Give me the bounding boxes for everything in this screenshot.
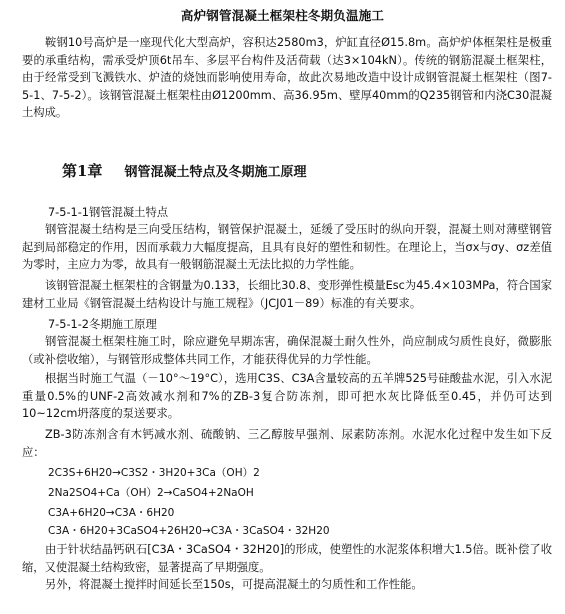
- chapter-heading: [62, 160, 306, 181]
- section2-paragraph-3: ZB-3防冻剂含有木钙减水剂、硫酸钠、三乙醇胺早强剂、尿素防冻剂。水泥水化过程中发生如下反应：: [22, 428, 552, 459]
- chapter-title: 钢管混凝土特点及冬期施工原理: [124, 165, 307, 180]
- equation-3: C3A+6H20→C3A・6H20: [48, 507, 175, 519]
- document-title: 高炉钢管混凝土框架柱冬期负温施工: [180, 8, 385, 23]
- equation-4: C3A・6H20+3CaSO4+26H20→C3A・3CaSO4・32H20: [48, 525, 330, 537]
- section1-paragraph-2: 该钢管混凝土框架柱的含钢量为0.133，长细比30.8、变形弹性模量Esc为45.4×103MPa，符合国家建材工业局《钢管混凝土结构设计与施工规程》（JCJ01－89）标准的有关要求。: [22, 279, 552, 310]
- section2-paragraph-1: 钢管混凝土框架柱施工时，除应避免早期冻害，确保混凝土耐久性外，尚应制成匀质性良好，微膨胀（或补偿收缩），与钢管形成整体共同工作，才能获得优异的力学性能。: [22, 335, 552, 366]
- intro-paragraph: 鞍钢10号高炉是一座现代化大型高炉，容积达2580m3，炉缸直径Ø15.8m。高炉炉体框架柱是极重要的承重结构，需承受炉顶6t吊车、多层平台构件及活荷载（达3×104kN）。传统的钢筋混凝土框架柱，由于经常受到飞溅铁水、炉渣的烧蚀而影响使用寿命，故此次易地改造中设计成钢管混凝土框架柱（图7-5-1、7-5-2）。该钢管混凝土框架柱由Ø1200mm、高36.95m、壁厚40mm的Q235钢管和内浇C30混凝土构成。: [22, 36, 552, 120]
- section2-paragraph-4: 由于针状结晶钙矾石[C3A・3CaSO4・32H20]的形成，使塑性的水泥浆体积增大1.5倍。既补偿了收缩，又使混凝土结构致密，显著提高了早期强度。: [22, 543, 552, 574]
- section2-paragraph-5: 另外，将混凝土搅拌时间延长至150s，可提高混凝土的匀质性和工作性能。: [45, 578, 423, 591]
- section-heading-2: 7-5-1-2冬期施工原理: [48, 318, 157, 331]
- section-heading-1: 7-5-1-1钢管混凝土特点: [48, 206, 169, 219]
- section1-paragraph-1: 钢管混凝土结构是三向受压结构，钢管保护混凝土，延缓了受压时的纵向开裂，混凝土则对薄壁钢管起到局部稳定的作用，因而承载力大幅度提高，且具有良好的塑性和韧性。在理论上，当σx与σy、σz差值为零时，主应力为零，故具有一般钢筋混凝土无法比拟的力学性能。: [22, 223, 552, 272]
- chapter-number: 第1章: [62, 162, 103, 180]
- equation-2: 2Na2SO4+Ca（OH）2→CaSO4+2NaOH: [48, 487, 254, 499]
- section2-paragraph-2: 根据当时施工气温（－10°～19°C），选用C3S、C3A含量较高的五羊牌525号硅酸盐水泥，引入水泥重量0.5%的UNF-2高效减水剂和7%的ZB-3复合防冻剂，即可把水灰比降低至0.45，并仍可达到10~12cm坍落度的泵送要求。: [22, 372, 552, 421]
- equation-1: 2C3S+6H20→C3S2・3H20+3Ca（OH）2: [48, 467, 260, 479]
